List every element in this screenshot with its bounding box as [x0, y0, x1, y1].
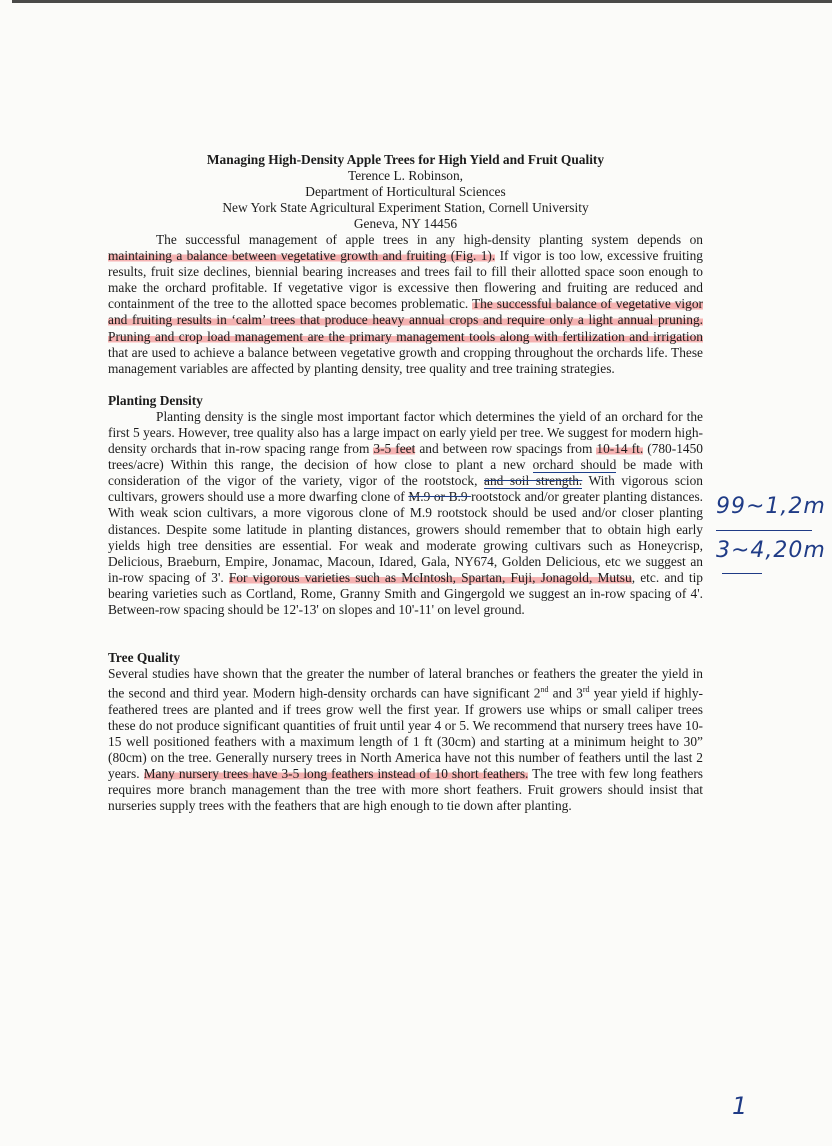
- density-text-c: and between row spacings from: [415, 441, 597, 457]
- handwritten-note-spacing-2: 3~4,20m: [716, 538, 826, 563]
- document-title: Managing High-Density Apple Trees for High Yield and Fruit Quality: [206, 152, 605, 167]
- institution-name: New York State Agricultural Experiment Station, Cornell University: [222, 200, 589, 215]
- density-text-a: Planting density is the single most important factor which determines the yield of an orchard for the first 5 years. However, tree quality also has a large impact on early yield per tree. We suggest for modern high-density orchards that in-row spacing range from: [108, 408, 703, 457]
- handwritten-underline: [722, 573, 762, 574]
- quality-highlight-feathers: Many nursery trees have 3-5 long feathers instead of 10 short feathers.: [143, 766, 529, 782]
- density-highlight-betweenrow: 10-14 ft.: [596, 441, 644, 457]
- intro-highlight-1: maintaining a balance between vegetative growth and fruiting (Fig. 1).: [108, 248, 496, 264]
- handwritten-rule: [716, 530, 812, 531]
- quality-text-e: The tree with few long feathers requires more branch management than the tree with more short feathers. Fruit growers should insist that nurseries supply trees with the feathers that are high enough to tie down after planting.: [108, 766, 703, 814]
- scan-edge: [12, 0, 832, 3]
- density-underline: orchard should: [532, 457, 617, 473]
- intro-text-e: that are used to achieve a balance between vegetative growth and cropping throughout the orchards life. These management variables are affected by planting density, tree quality and tree training strategies.: [108, 344, 703, 376]
- handwritten-note-spacing-1: 99~1,2m: [716, 494, 826, 519]
- location-line: Geneva, NY 14456: [353, 216, 458, 231]
- density-text-g: be made with consideration of the vigor of the variety, vigor of the rootstock,: [108, 457, 703, 489]
- density-text-e: (780-1450 trees/acre) Within this range, the decision of how close to plant a new: [108, 441, 703, 473]
- density-strike-soil: and soil strength.: [484, 473, 583, 489]
- intro-highlight-2: The successful balance of vegetative vigor and fruiting results in ‘calm’ trees that produce heavy annual crops and require only a light annual pruning. Pruning and crop load management are the primary management tools along with fertilization and irrigation: [108, 296, 703, 344]
- density-text-i: With vigorous scion cultivars, growers should use a more dwarfing clone of: [108, 473, 703, 505]
- quality-sup-nd: nd: [540, 685, 549, 695]
- document-header: [108, 152, 703, 232]
- quality-text-c: year yield if highly-feathered trees are planted and if trees grow well the first year. If growers use whips or small caliper trees these do not produce significant quantities of fruit until year 4 or 5. We recommend that nursery trees have 10-15 well positioned feathers with a maximum length of 1 ft (30cm) and starting at a minimum height to 30” (80cm) on the tree. Generally nursery trees in North America have not this number of feathers until the last 2 years.: [108, 685, 703, 782]
- quality-sup-rd: rd: [582, 685, 590, 695]
- author-name: Terence L. Robinson,: [347, 168, 464, 183]
- section-heading-planting-density: Planting Density: [108, 392, 203, 408]
- planting-density-paragraph: [108, 409, 703, 618]
- density-text-m: , etc. and tip bearing varieties such as Cortland, Rome, Granny Smith and Gingergold we suggest an in-row spacing of 4'. Between-row spacing should be 12'-13' on slopes and 10'-11' on level ground.: [108, 569, 703, 617]
- section-heading-tree-quality: Tree Quality: [108, 650, 181, 666]
- density-highlight-vigorous: For vigorous varieties such as McIntosh, Spartan, Fuji, Jonagold, Mutsu: [228, 569, 632, 585]
- tree-quality-paragraph: [108, 666, 703, 814]
- density-highlight-inrow: 3-5 feet: [373, 441, 416, 457]
- density-text-k: rootstock and/or greater planting distances. With weak scion cultivars, a more vigorous clone of M.9 rootstock should be used and/or closer planting distances. Despite some latitude in planting distances, growers should remember that to obtain high early yields high tree densities are essential. For weak and moderate growing cultivars such as Honeycrisp, Delicious, Braeburn, Empire, Jonamac, Macoun, Idared, Gala, NY674, Golden Delicious, etc we suggest an in-row spacing of 3'.: [108, 489, 704, 585]
- intro-text-c: If vigor is too low, excessive fruiting results, fruit size declines, biennial bearing increases and trees fail to fill their allotted space soon enough to make the orchard profitable. If vegetative vigor is excessive then flowering and fruiting are reduced and containment of the tree to the allotted space becomes problematic.: [108, 248, 703, 312]
- document-page: [108, 152, 703, 814]
- handwritten-page-number: 1: [732, 1092, 749, 1120]
- quality-text-b: and 3: [548, 685, 583, 701]
- department-name: Department of Horticultural Sciences: [305, 184, 506, 199]
- intro-paragraph: [108, 232, 703, 377]
- density-strike-rootstock: M.9 or B.9: [408, 489, 472, 505]
- intro-text-a: The successful management of apple trees in any high-density planting system depends on: [156, 232, 703, 247]
- quality-text-a: Several studies have shown that the greater the number of lateral branches or feathers the greater the yield in the second and third year. Modern high-density orchards can have significant 2: [108, 666, 703, 701]
